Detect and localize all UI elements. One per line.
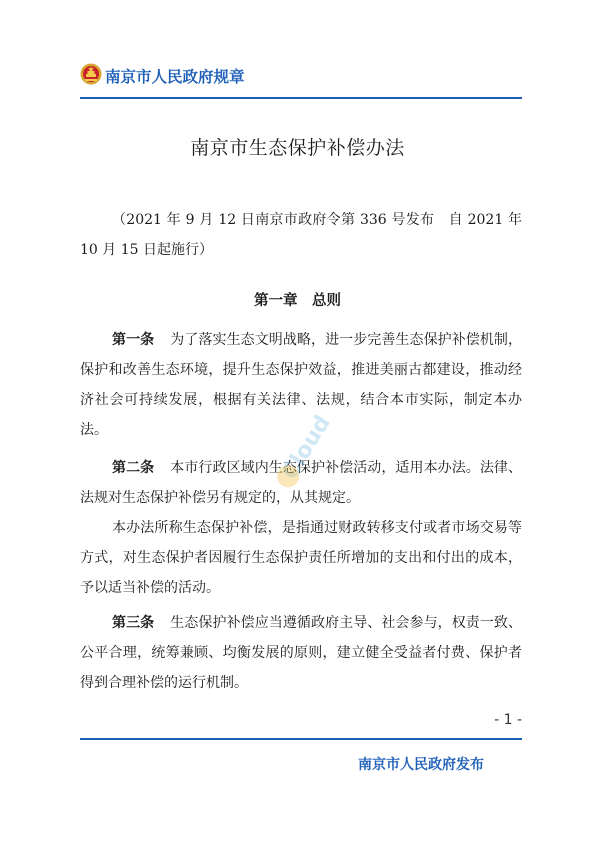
- publication-info: （2021 年 9 月 12 日南京市政府令第 336 号发布 自 2021 年 10 月 15 日起施行）: [80, 212, 522, 258]
- article-text: 为了落实生态文明战略，进一步完善生态保护补偿机制，保护和改善生态环境，提升生态保护效益，推进美丽古都建设，推动经济社会可持续发展，根据有关法律、法规，结合本市实际，制定本办法。: [80, 332, 523, 438]
- article-label: 第三条: [112, 615, 155, 631]
- watermark-text: Cloud: [277, 411, 336, 485]
- article-text: 生态保护补偿应当遵循政府主导、社会参与，权责一致、公平合理，统筹兼顾、均衡发展的原则，建立健全受益者付费、保护者得到合理补偿的运行机制。: [80, 615, 523, 691]
- national-emblem-icon: [80, 62, 102, 86]
- header-divider: [80, 97, 522, 99]
- article-text: 本办法所称生态保护补偿，是指通过财政转移支付或者市场交易等方式，对生态保护者因履行生态保护责任所增加的支出和付出的成本，予以适当补偿的活动。: [80, 520, 522, 596]
- article-2-paragraph-2: [80, 513, 522, 603]
- document-title: 南京市生态保护补偿办法: [190, 137, 405, 159]
- footer-publisher: 南京市人民政府发布: [358, 757, 484, 773]
- article-label: 第一条: [112, 332, 155, 348]
- footer-divider: [80, 738, 522, 740]
- page-number: - 1 -: [494, 712, 522, 728]
- article-text: 本市行政区域内生态保护补偿活动，适用本办法。法律、法规对生态保护补偿另有规定的，从其规定。: [80, 460, 523, 506]
- article-label: 第二条: [112, 460, 155, 476]
- header-title: 南京市人民政府规章: [105, 68, 245, 86]
- page-header: [80, 62, 522, 98]
- chapter-heading: 第一章 总则: [254, 293, 341, 309]
- article-3: [80, 608, 522, 698]
